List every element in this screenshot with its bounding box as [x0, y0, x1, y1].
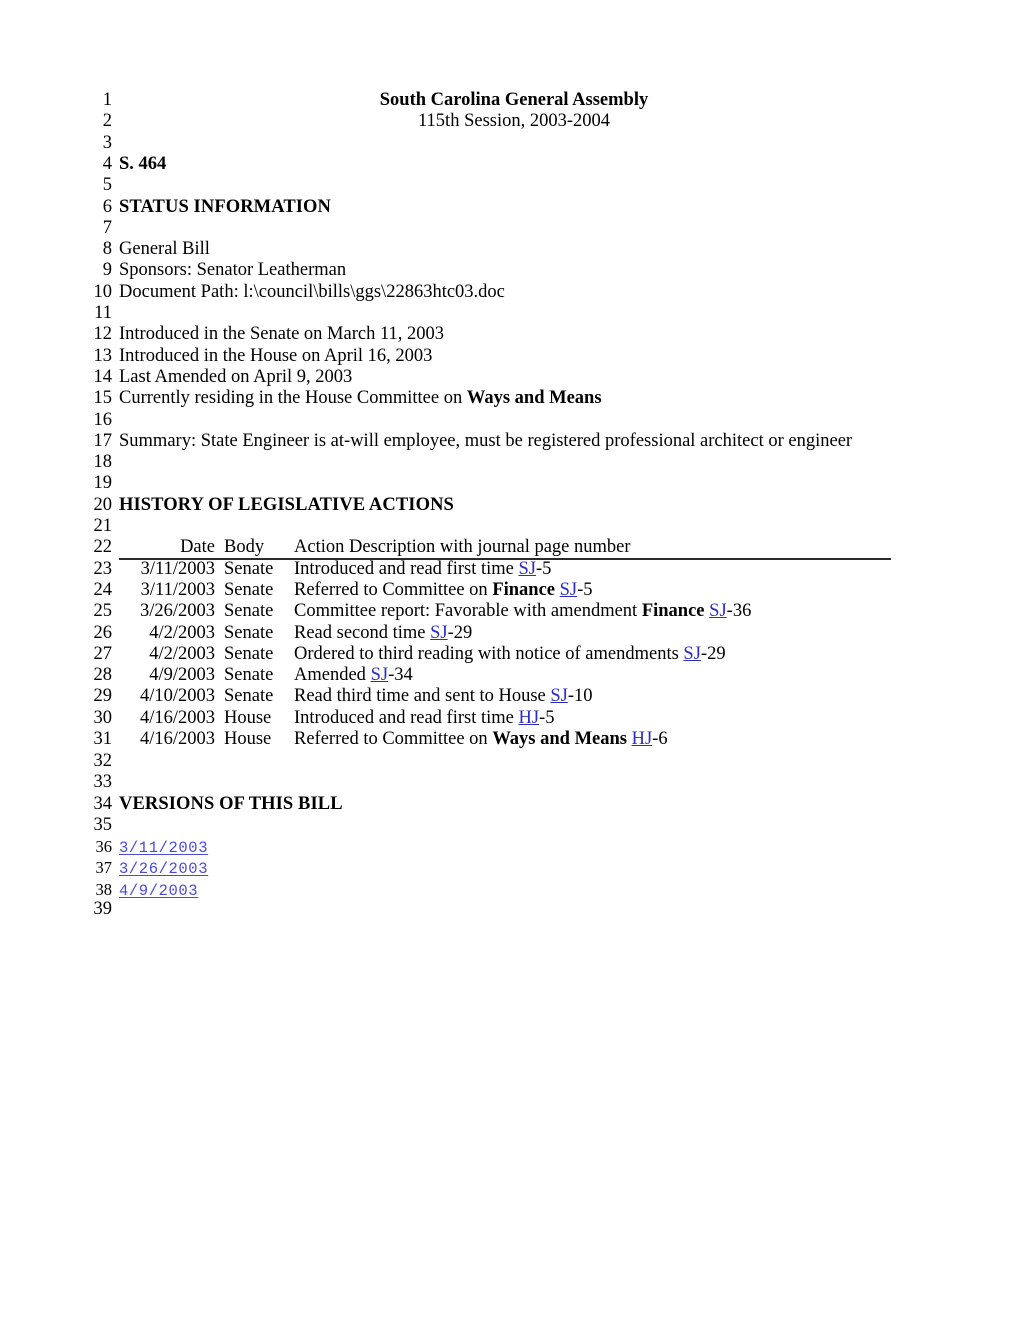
journal-page: -6 [652, 729, 668, 749]
document-line [0, 729, 1020, 750]
action-text: Amended [294, 665, 371, 686]
document-line [0, 665, 1020, 686]
document-line [0, 239, 1020, 260]
line-number: 31 [93, 729, 112, 749]
residing-prefix: Currently residing in the House Committee on [119, 388, 467, 409]
history-action [294, 729, 668, 750]
session-subtitle: 115th Session, 2003-2004 [417, 111, 611, 132]
journal-link[interactable]: SJ [550, 686, 568, 707]
journal-page: -5 [577, 579, 593, 600]
document-line [0, 836, 1020, 857]
journal-page: -34 [388, 665, 413, 686]
document-line [0, 580, 1020, 601]
document-line [0, 899, 1020, 920]
residing-committee: Ways and Means [466, 388, 602, 409]
document-line [0, 282, 1020, 303]
line-number: 16 [93, 409, 112, 430]
history-date: 3/11/2003 [140, 558, 215, 579]
line-body [112, 282, 1020, 303]
line-number: 19 [93, 473, 112, 494]
line-number: 37 [95, 858, 112, 878]
line-body [112, 495, 1020, 516]
line-body [112, 346, 1020, 367]
version-link[interactable]: 3/11/2003 [119, 839, 209, 858]
journal-link[interactable]: SJ [683, 643, 701, 664]
last-amended: Last Amended on April 9, 2003 [119, 366, 353, 387]
line-number: 14 [93, 366, 112, 387]
history-action [294, 644, 726, 665]
line-body [112, 367, 1020, 388]
history-body: House [224, 707, 272, 728]
line-body [112, 580, 1020, 601]
document-line [0, 218, 1020, 239]
bill-summary: Summary: State Engineer is at-will employee, must be registered professional architect or engineer [119, 430, 853, 451]
line-number: 9 [102, 260, 112, 281]
document-line [0, 794, 1020, 815]
line-body [112, 260, 1020, 281]
line-number: 22 [93, 537, 112, 558]
versions-heading: VERSIONS OF THIS BILL [119, 793, 343, 814]
document-line [0, 154, 1020, 175]
history-body: Senate [224, 579, 274, 600]
document-line [0, 90, 1020, 111]
history-action [294, 559, 551, 580]
line-number: 21 [93, 516, 112, 536]
journal-link[interactable]: SJ [709, 601, 727, 622]
action-committee: Finance [641, 601, 705, 622]
history-date: 4/9/2003 [149, 665, 215, 686]
history-date: 4/2/2003 [149, 622, 215, 643]
bill-type: General Bill [119, 239, 210, 260]
status-information-heading: STATUS INFORMATION [119, 196, 332, 217]
document-line [0, 857, 1020, 878]
line-body [112, 111, 1020, 132]
line-body [112, 794, 1020, 815]
document-line [0, 431, 1020, 452]
line-number: 11 [94, 303, 112, 323]
line-number: 15 [93, 388, 112, 409]
document-line [0, 815, 1020, 836]
action-text: Introduced and read first time [294, 707, 519, 728]
line-number: 33 [93, 772, 112, 793]
history-date: 4/16/2003 [139, 729, 215, 749]
action-committee: Finance [492, 579, 556, 600]
journal-page: -29 [447, 622, 473, 643]
document-line [0, 879, 1020, 900]
column-header-date: Date [180, 537, 215, 558]
line-body [112, 559, 1020, 580]
line-number: 17 [93, 430, 112, 451]
line-number: 6 [102, 196, 112, 217]
line-body [112, 239, 1020, 260]
action-text: Referred to Committee on [294, 579, 493, 600]
action-text: Committee report: Favorable with amendment [294, 601, 642, 622]
history-row [119, 623, 1020, 644]
history-date: 3/11/2003 [140, 579, 215, 600]
history-date: 4/2/2003 [149, 643, 215, 664]
line-body [112, 858, 1020, 880]
document-line [0, 260, 1020, 281]
line-number: 20 [93, 494, 112, 515]
history-body: Senate [224, 665, 274, 686]
document-line [0, 644, 1020, 665]
history-action [294, 623, 472, 644]
document-line [0, 346, 1020, 367]
history-table-header [119, 537, 1020, 558]
line-number: 25 [93, 601, 112, 622]
history-body: Senate [224, 601, 274, 622]
document-line [0, 751, 1020, 772]
document-line [0, 133, 1020, 154]
action-text: Referred to Committee on [294, 729, 493, 749]
introduced-senate: Introduced in the Senate on March 11, 2003 [119, 324, 445, 345]
line-number: 4 [102, 153, 112, 174]
history-date: 4/16/2003 [139, 707, 215, 728]
document-path: Document Path: l:\council\bills\ggs\22863htc03.doc [119, 281, 505, 302]
line-number: 24 [93, 579, 112, 600]
document-line [0, 708, 1020, 729]
line-body [112, 686, 1020, 707]
line-number: 8 [102, 239, 112, 260]
document-line [0, 473, 1020, 494]
action-text: Read third time and sent to House [294, 686, 551, 707]
history-body: Senate [224, 622, 274, 643]
document-line [0, 367, 1020, 388]
line-body [112, 154, 1020, 175]
journal-page: -5 [535, 558, 552, 579]
line-body [112, 431, 1020, 452]
journal-link[interactable]: HJ [518, 707, 540, 728]
sponsors: Sponsors: Senator Leatherman [119, 260, 347, 281]
journal-link[interactable]: SJ [430, 622, 448, 643]
line-number: 35 [93, 814, 112, 835]
line-number: 5 [102, 175, 112, 196]
history-row [119, 559, 1020, 580]
history-action [294, 708, 554, 729]
column-header-body: Body [224, 537, 265, 558]
history-action [294, 686, 593, 707]
document-line [0, 410, 1020, 431]
action-text: Introduced and read first time [294, 558, 519, 579]
action-committee: Ways and Means [492, 729, 627, 749]
line-body [112, 837, 1020, 859]
line-number: 12 [93, 324, 112, 345]
document-line [0, 601, 1020, 622]
line-number: 30 [93, 707, 112, 728]
history-row [119, 686, 1020, 707]
history-body: House [224, 729, 272, 749]
history-row [119, 665, 1020, 686]
version-link[interactable]: 4/9/2003 [119, 881, 199, 900]
line-number: 29 [93, 686, 112, 707]
action-text: Read second time [294, 622, 431, 643]
history-body: Senate [224, 686, 274, 707]
bill-number: S. 464 [119, 153, 167, 174]
document-line [0, 516, 1020, 537]
line-number: 10 [93, 281, 112, 302]
line-body [112, 601, 1020, 622]
line-number: 3 [102, 132, 112, 153]
history-date: 4/10/2003 [139, 686, 215, 707]
history-row [119, 729, 1020, 750]
line-number: 7 [102, 217, 112, 238]
history-heading: HISTORY OF LEGISLATIVE ACTIONS [119, 494, 454, 515]
document-line [0, 772, 1020, 793]
line-body [112, 324, 1020, 345]
journal-link[interactable]: HJ [631, 729, 653, 749]
history-date: 3/26/2003 [139, 601, 215, 622]
document-line [0, 623, 1020, 644]
line-body [112, 623, 1020, 644]
document-line [0, 111, 1020, 132]
journal-link[interactable]: SJ [559, 579, 578, 600]
line-number: 38 [95, 879, 112, 899]
introduced-house: Introduced in the House on April 16, 2003 [119, 345, 433, 366]
document-line [0, 452, 1020, 473]
history-row [119, 580, 1020, 601]
history-row [119, 644, 1020, 665]
line-body [112, 388, 1020, 409]
document-line [0, 495, 1020, 516]
line-number: 26 [93, 622, 112, 643]
journal-page: -10 [567, 686, 593, 707]
document-line [0, 388, 1020, 409]
journal-page: -5 [539, 707, 555, 728]
line-number: 23 [93, 558, 112, 579]
line-number: 34 [93, 793, 112, 814]
line-body [112, 708, 1020, 729]
column-header-action: Action Description with journal page number [294, 537, 631, 558]
history-action [294, 601, 751, 622]
journal-page: -29 [700, 643, 726, 664]
document-line [0, 197, 1020, 218]
line-body [112, 90, 1020, 111]
line-body [112, 537, 1020, 558]
line-number: 1 [102, 90, 112, 110]
line-body [112, 644, 1020, 665]
line-number: 28 [93, 665, 112, 686]
document-line [0, 686, 1020, 707]
line-body [112, 197, 1020, 218]
line-body [112, 665, 1020, 686]
line-number: 27 [93, 643, 112, 664]
history-row [119, 708, 1020, 729]
line-number: 18 [93, 452, 112, 473]
journal-link[interactable]: SJ [370, 665, 389, 686]
history-body: Senate [224, 643, 274, 664]
line-number: 39 [93, 899, 112, 919]
line-number: 13 [93, 345, 112, 366]
page-title: South Carolina General Assembly [379, 90, 649, 110]
document-line [0, 537, 1020, 558]
document-line [0, 559, 1020, 580]
document-line [0, 303, 1020, 324]
journal-page: -36 [726, 601, 752, 622]
action-text: Ordered to third reading with notice of amendments [294, 643, 684, 664]
document-line [0, 324, 1020, 345]
history-action [294, 580, 593, 601]
line-number: 2 [102, 111, 112, 132]
document-line [0, 175, 1020, 196]
journal-link[interactable]: SJ [518, 558, 536, 579]
line-number: 32 [93, 750, 112, 771]
version-link[interactable]: 3/26/2003 [119, 860, 209, 879]
line-body [112, 729, 1020, 750]
history-body: Senate [224, 558, 274, 579]
line-number: 36 [95, 837, 112, 857]
history-row [119, 601, 1020, 622]
history-action [294, 665, 413, 686]
